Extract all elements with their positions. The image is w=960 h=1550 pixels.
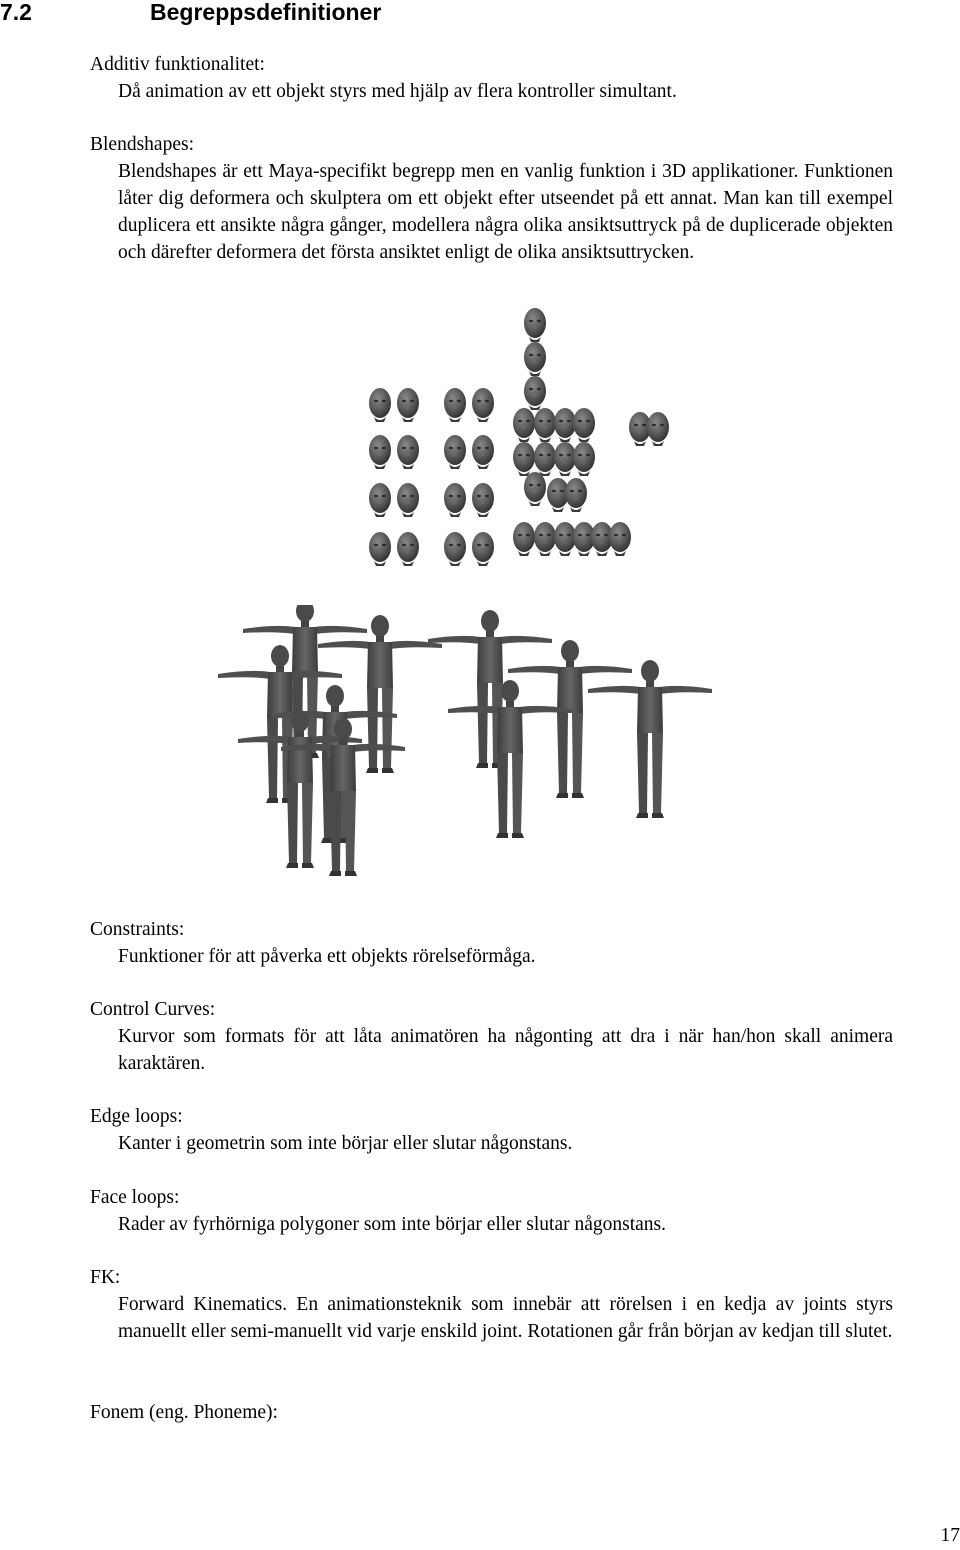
term-additiv: Additiv funktionalitet:: [90, 54, 265, 75]
definition-edge-loops: Kanter i geometrin som inte börjar eller slutar någonstans.: [118, 1133, 573, 1154]
blendshape-faces-figure: [360, 305, 680, 567]
body-mesh-figure: [205, 605, 725, 890]
term-control-curves: Control Curves:: [90, 999, 216, 1020]
term-constraints: Constraints:: [90, 919, 185, 940]
definition-blendshapes: Blendshapes är ett Maya-specifikt begrepp men en vanlig funktion i 3D applikationer. Funktionen låter dig deformera och skulptera om ett objekt efter utseendet på ett annat. Man kan till exempel duplicera ett ansikte några gånger, modellera några olika ansiktsuttryck på de duplicerade objekten och därefter deformera det första ansiktet enligt de olika ansiktsuttrycken.: [118, 161, 893, 263]
definition-face-loops: Rader av fyrhörniga polygoner som inte börjar eller slutar någonstans.: [118, 1214, 667, 1235]
page-number: 17: [940, 1525, 960, 1546]
term-face-loops: Face loops:: [90, 1187, 180, 1208]
term-edge-loops: Edge loops:: [90, 1106, 183, 1127]
definition-control-curves: Kurvor som formats för att låta animatören ha någonting att dra i när han/hon skall animera karaktären.: [118, 1026, 893, 1074]
term-fonem: Fonem (eng. Phoneme):: [90, 1402, 278, 1423]
definition-fk: Forward Kinematics. En animationsteknik som innebär att rörelsen i en kedja av joints styrs manuellt eller semi-manuellt vid varje enskild joint. Rotationen går från början av kedjan till slutet.: [118, 1294, 893, 1342]
section-title: Begreppsdefinitioner: [150, 0, 382, 25]
term-fk: FK:: [90, 1267, 121, 1288]
face-group-left: [369, 388, 419, 566]
term-blendshapes: Blendshapes:: [90, 134, 194, 155]
body-figures: [218, 605, 712, 876]
face-group-right: [513, 308, 669, 556]
definition-additiv: Då animation av ett objekt styrs med hjälp av flera kontroller simultant.: [118, 81, 677, 102]
definition-constraints: Funktioner för att påverka ett objekts rörelseförmåga.: [118, 946, 536, 967]
face-group-middle: [444, 388, 494, 566]
section-number: 7.2: [0, 0, 32, 25]
